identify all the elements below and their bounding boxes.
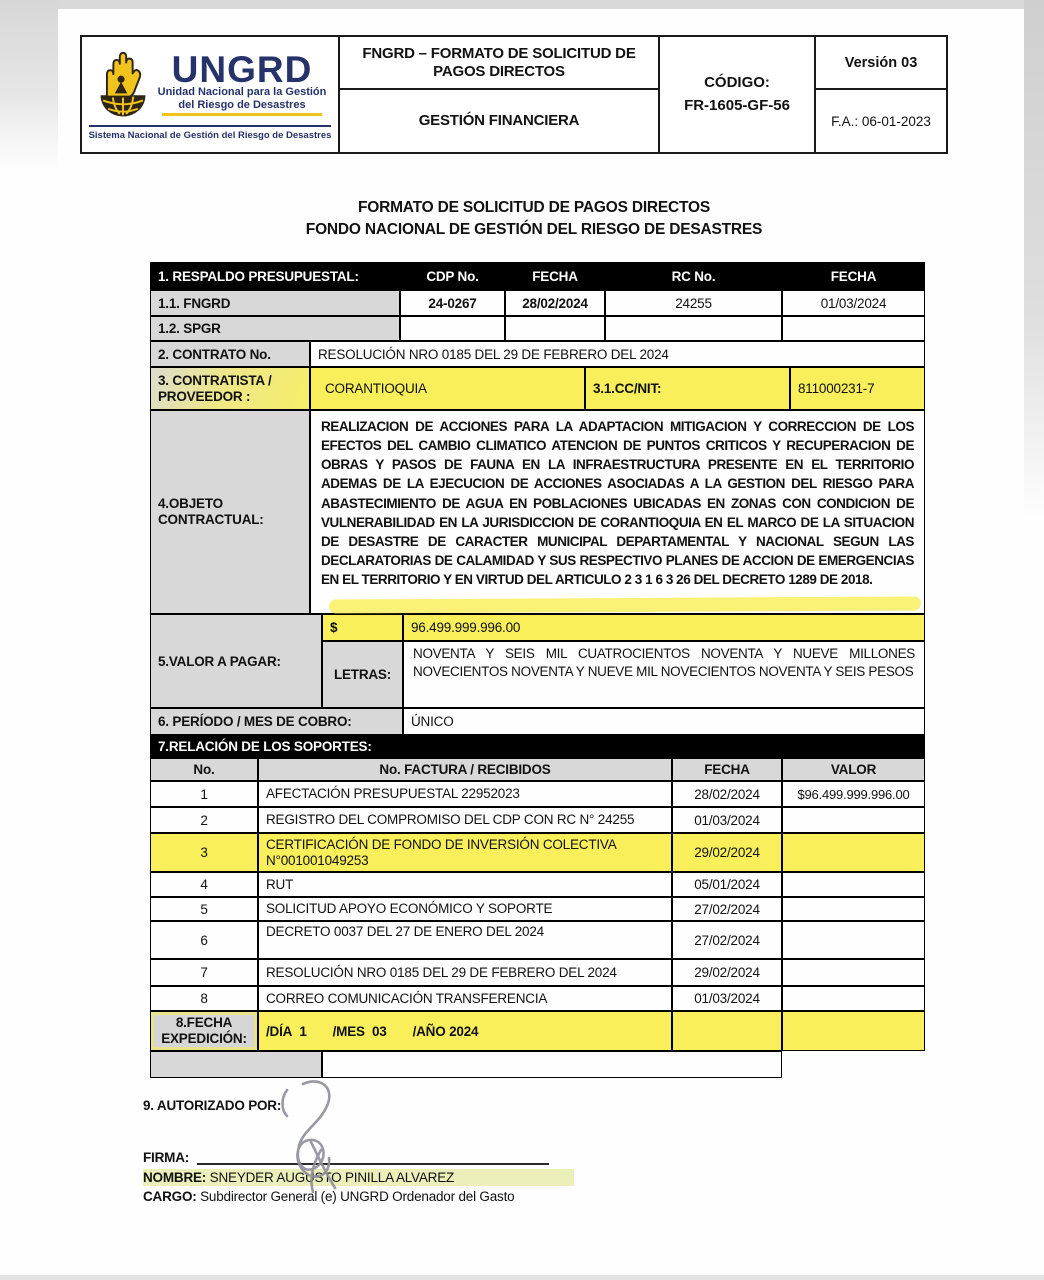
row-fecha: 05/01/2024 (672, 872, 782, 897)
form-subtitle: GESTIÓN FINANCIERA (418, 112, 580, 129)
nit-label: 3.1.CC/NIT: (585, 367, 790, 410)
row-desc: RESOLUCIÓN NRO 0185 DEL 29 DE FEBRERO DEL 2024 (258, 959, 672, 986)
main-form (150, 262, 925, 1078)
object-label (150, 410, 310, 614)
supports-col-valor: VALOR (782, 758, 925, 781)
ano-value: 2024 (449, 1023, 479, 1039)
spgr-fecha1-empty (505, 316, 605, 341)
amount-value: 96.499.999.996.00 (403, 614, 925, 641)
row-no: 8 (150, 986, 258, 1011)
cargo-label: CARGO: (143, 1189, 197, 1204)
supports-table (150, 758, 925, 1051)
firma-row (143, 1149, 843, 1165)
expedition-label-line1: 8.FECHA (175, 1015, 233, 1031)
mes-label: /MES (332, 1023, 365, 1039)
row-valor (782, 959, 925, 986)
signature-line (197, 1149, 549, 1165)
spgr-rc-empty (605, 316, 782, 341)
contract-row (150, 341, 925, 367)
row-valor (782, 833, 925, 872)
supports-col-fecha: FECHA (672, 758, 782, 781)
logo-gold-bar (162, 113, 322, 116)
code-label: CÓDIGO: (704, 74, 770, 91)
photo-edge-bottom (0, 1275, 1044, 1280)
firma-label: FIRMA: (143, 1150, 190, 1165)
row-no: 7 (150, 959, 258, 986)
photo-edge-top-left (0, 0, 58, 170)
dia-value: 1 (299, 1023, 307, 1039)
version-label: Versión 03 (816, 37, 946, 90)
ano-label: /AÑO (412, 1023, 446, 1039)
value-to-pay-label: 5.VALOR A PAGAR: (150, 614, 322, 708)
contract-label: 2. CONTRATO No. (150, 341, 310, 367)
row-no: 4 (150, 872, 258, 897)
row-spgr-label: 1.2. SPGR (150, 316, 400, 341)
expedition-label (150, 1011, 258, 1051)
col-cdp-no: CDP No. (400, 262, 505, 290)
logo-system-line: Sistema Nacional de Gestión del Riesgo de Desastres (89, 125, 332, 141)
cargo-value: Subdirector General (e) UNGRD Ordenador del Gasto (200, 1189, 515, 1204)
ungrd-hand-logo-icon (94, 49, 152, 121)
fngrd-fecha1-value: 28/02/2024 (505, 290, 605, 316)
col-fecha-1: FECHA (505, 262, 605, 290)
nombre-row (143, 1169, 574, 1186)
code-value: FR-1605-GF-56 (684, 96, 790, 114)
row-fecha: 27/02/2024 (672, 897, 782, 921)
row-desc: RUT (258, 872, 672, 897)
photo-edge-top (0, 0, 1044, 9)
row-no: 5 (150, 897, 258, 921)
expedition-value (258, 1011, 672, 1051)
object-label-line1: 4.OBJETO (158, 495, 223, 511)
period-value: ÚNICO (403, 708, 925, 735)
contractor-row (150, 367, 925, 410)
highlighter-swipe (329, 596, 921, 613)
logo-name-line2: del Riesgo de Desastres (178, 98, 306, 111)
budget-section-label: 1. RESPALDO PRESUPUESTAL: (150, 262, 400, 290)
row-no: 2 (150, 807, 258, 833)
row-fngrd-label: 1.1. FNGRD (150, 290, 400, 316)
row-desc: REGISTRO DEL COMPROMISO DEL CDP CON RC N° 24255 (258, 807, 672, 833)
row-desc: AFECTACIÓN PRESUPUESTAL 22952023 (258, 781, 672, 807)
row-valor (782, 921, 925, 959)
authorization-block (143, 1098, 843, 1204)
row-fecha: 01/03/2024 (672, 986, 782, 1011)
expedition-fecha-empty (672, 1011, 782, 1051)
logo-lockup (94, 49, 327, 121)
row-valor (782, 897, 925, 921)
contract-value: RESOLUCIÓN NRO 0185 DEL 29 DE FEBRERO DEL 2024 (310, 341, 925, 367)
nombre-value: SNEYDER AUGUSTO PINILLA ALVAREZ (209, 1170, 455, 1185)
object-text-cell (310, 410, 925, 614)
budget-table (150, 262, 925, 341)
row-valor (782, 986, 925, 1011)
spgr-cdp-empty (400, 316, 505, 341)
object-label-line2: CONTRACTUAL: (158, 512, 264, 527)
form-title-cell (340, 37, 660, 152)
supports-col-no: No. (150, 758, 258, 781)
document-title (134, 197, 934, 242)
period-label: 6. PERÍODO / MES DE COBRO: (150, 708, 403, 735)
contractor-label (150, 367, 310, 410)
mes-value: 03 (371, 1023, 387, 1039)
form-title: FNGRD – FORMATO DE SOLICITUD DE PAGOS DIRECTOS (340, 37, 658, 90)
document-title-line2: FONDO NACIONAL DE GESTIÓN DEL RIESGO DE DESASTRES (305, 221, 763, 239)
contractor-name: CORANTIOQUIA (310, 367, 585, 410)
row-valor (782, 807, 925, 833)
form-code-cell (660, 37, 816, 152)
row-valor (782, 872, 925, 897)
row-desc: CERTIFICACIÓN DE FONDO DE INVERSIÓN COLECTIVA N°001001049253 (258, 833, 672, 872)
supports-col-factura: No. FACTURA / RECIBIDOS (258, 758, 672, 781)
col-fecha-2: FECHA (782, 262, 925, 290)
row-fecha: 01/03/2024 (672, 807, 782, 833)
row-no: 1 (150, 781, 258, 807)
row-desc: DECRETO 0037 DEL 27 DE ENERO DEL 2024 (258, 921, 672, 959)
row-fecha: 29/02/2024 (672, 959, 782, 986)
row-desc: CORREO COMUNICACIÓN TRANSFERENCIA (258, 986, 672, 1011)
logo-acronym: UNGRD (171, 48, 313, 90)
nombre-label: NOMBRE: (143, 1170, 207, 1185)
row-valor: $96.499.999.996.00 (782, 781, 925, 807)
fngrd-rc-value: 24255 (605, 290, 782, 316)
fngrd-cdp-value: 24-0267 (400, 290, 505, 316)
letras-label: LETRAS: (322, 641, 403, 708)
row-fecha: 28/02/2024 (672, 781, 782, 807)
nit-value: 811000231-7 (790, 367, 925, 410)
contractor-label-line1: 3. CONTRATISTA / (158, 372, 272, 388)
expedition-label-line2: EXPEDICIÓN: (161, 1031, 247, 1046)
row-fecha: 29/02/2024 (672, 833, 782, 872)
logo-wordmark (157, 48, 327, 117)
row-fecha: 27/02/2024 (672, 921, 782, 959)
fngrd-fecha2-value: 01/03/2024 (782, 290, 925, 316)
currency-symbol: $ (322, 614, 403, 641)
form-version-cell (816, 37, 946, 152)
row-desc: SOLICITUD APOYO ECONÓMICO Y SOPORTE (258, 897, 672, 921)
authorized-by-title: 9. AUTORIZADO POR: (143, 1098, 282, 1113)
logo-cell (82, 37, 340, 152)
dia-label: /DÍA (266, 1023, 293, 1039)
form-header-box (80, 35, 948, 154)
fa-date: F.A.: 06-01-2023 (831, 113, 931, 129)
contractor-label-line2: PROVEEDOR : (158, 388, 251, 404)
logo-name-line1: Unidad Nacional para la Gestión (157, 86, 327, 98)
supports-section-header: 7.RELACIÓN DE LOS SOPORTES: (150, 735, 925, 758)
contract-object-row (150, 410, 925, 614)
expedition-valor-empty (782, 1011, 925, 1051)
value-to-pay-table (150, 614, 925, 708)
col-rc-no: RC No. (605, 262, 782, 290)
empty-white-cell (322, 1051, 782, 1078)
object-text: REALIZACION DE ACCIONES PARA LA ADAPTACION MITIGACION Y CORRECCION DE LOS EFECTOS DEL CAMBIO CLIMATICO ATENCION DE PUNTOS CRITICOS Y RECUPERACION DE OBRAS Y PASOS DE FAUNA EN LA INFRAESTRUCTURA PRESENTE EN EL TERRITORIO ADEMAS DE LA EJECUCION DE ACCIONES ASOCIADAS A LA GESTION DEL RIESGO PARA ABASTECIMIENTO DE AGUA EN POBLACIONES UBICADAS EN ZONAS CON CONDICION DE VULNERABILIDAD EN LA JURISDICCION DE CORANTIOQUIA EN EL MARCO DE LA SITUACION DE DESASTRE DE CARACTER MUNICIPAL DEPARTAMENTAL Y NACIONAL SEGUN LAS DECLARATORIAS DE CALAMIDAD Y SUS RESPECTIVO PLANES DE ACCION DE EMERGENCIAS EN EL TERRITORIO Y EN VIRTUD DEL ARTICULO 2 3 1 6 3 26 DEL DECRETO 1289 DE 2018. (321, 419, 914, 588)
amount-in-words: NOVENTA Y SEIS MIL CUATROCIENTOS NOVENTA Y NUEVE MILLONES NOVECIENTOS NOVENTA Y NUEVE MIL NOVECIENTOS NOVENTA Y SEIS PESOS (403, 641, 925, 708)
photo-edge-right (1024, 0, 1044, 520)
spgr-fecha2-empty (782, 316, 925, 341)
trailing-empty-row (150, 1051, 925, 1078)
period-row (150, 708, 925, 735)
document-title-line1: FORMATO DE SOLICITUD DE PAGOS DIRECTOS (357, 199, 711, 216)
empty-gray-cell (150, 1051, 322, 1078)
row-no: 3 (150, 833, 258, 872)
row-no: 6 (150, 921, 258, 959)
cargo-row (143, 1189, 843, 1204)
